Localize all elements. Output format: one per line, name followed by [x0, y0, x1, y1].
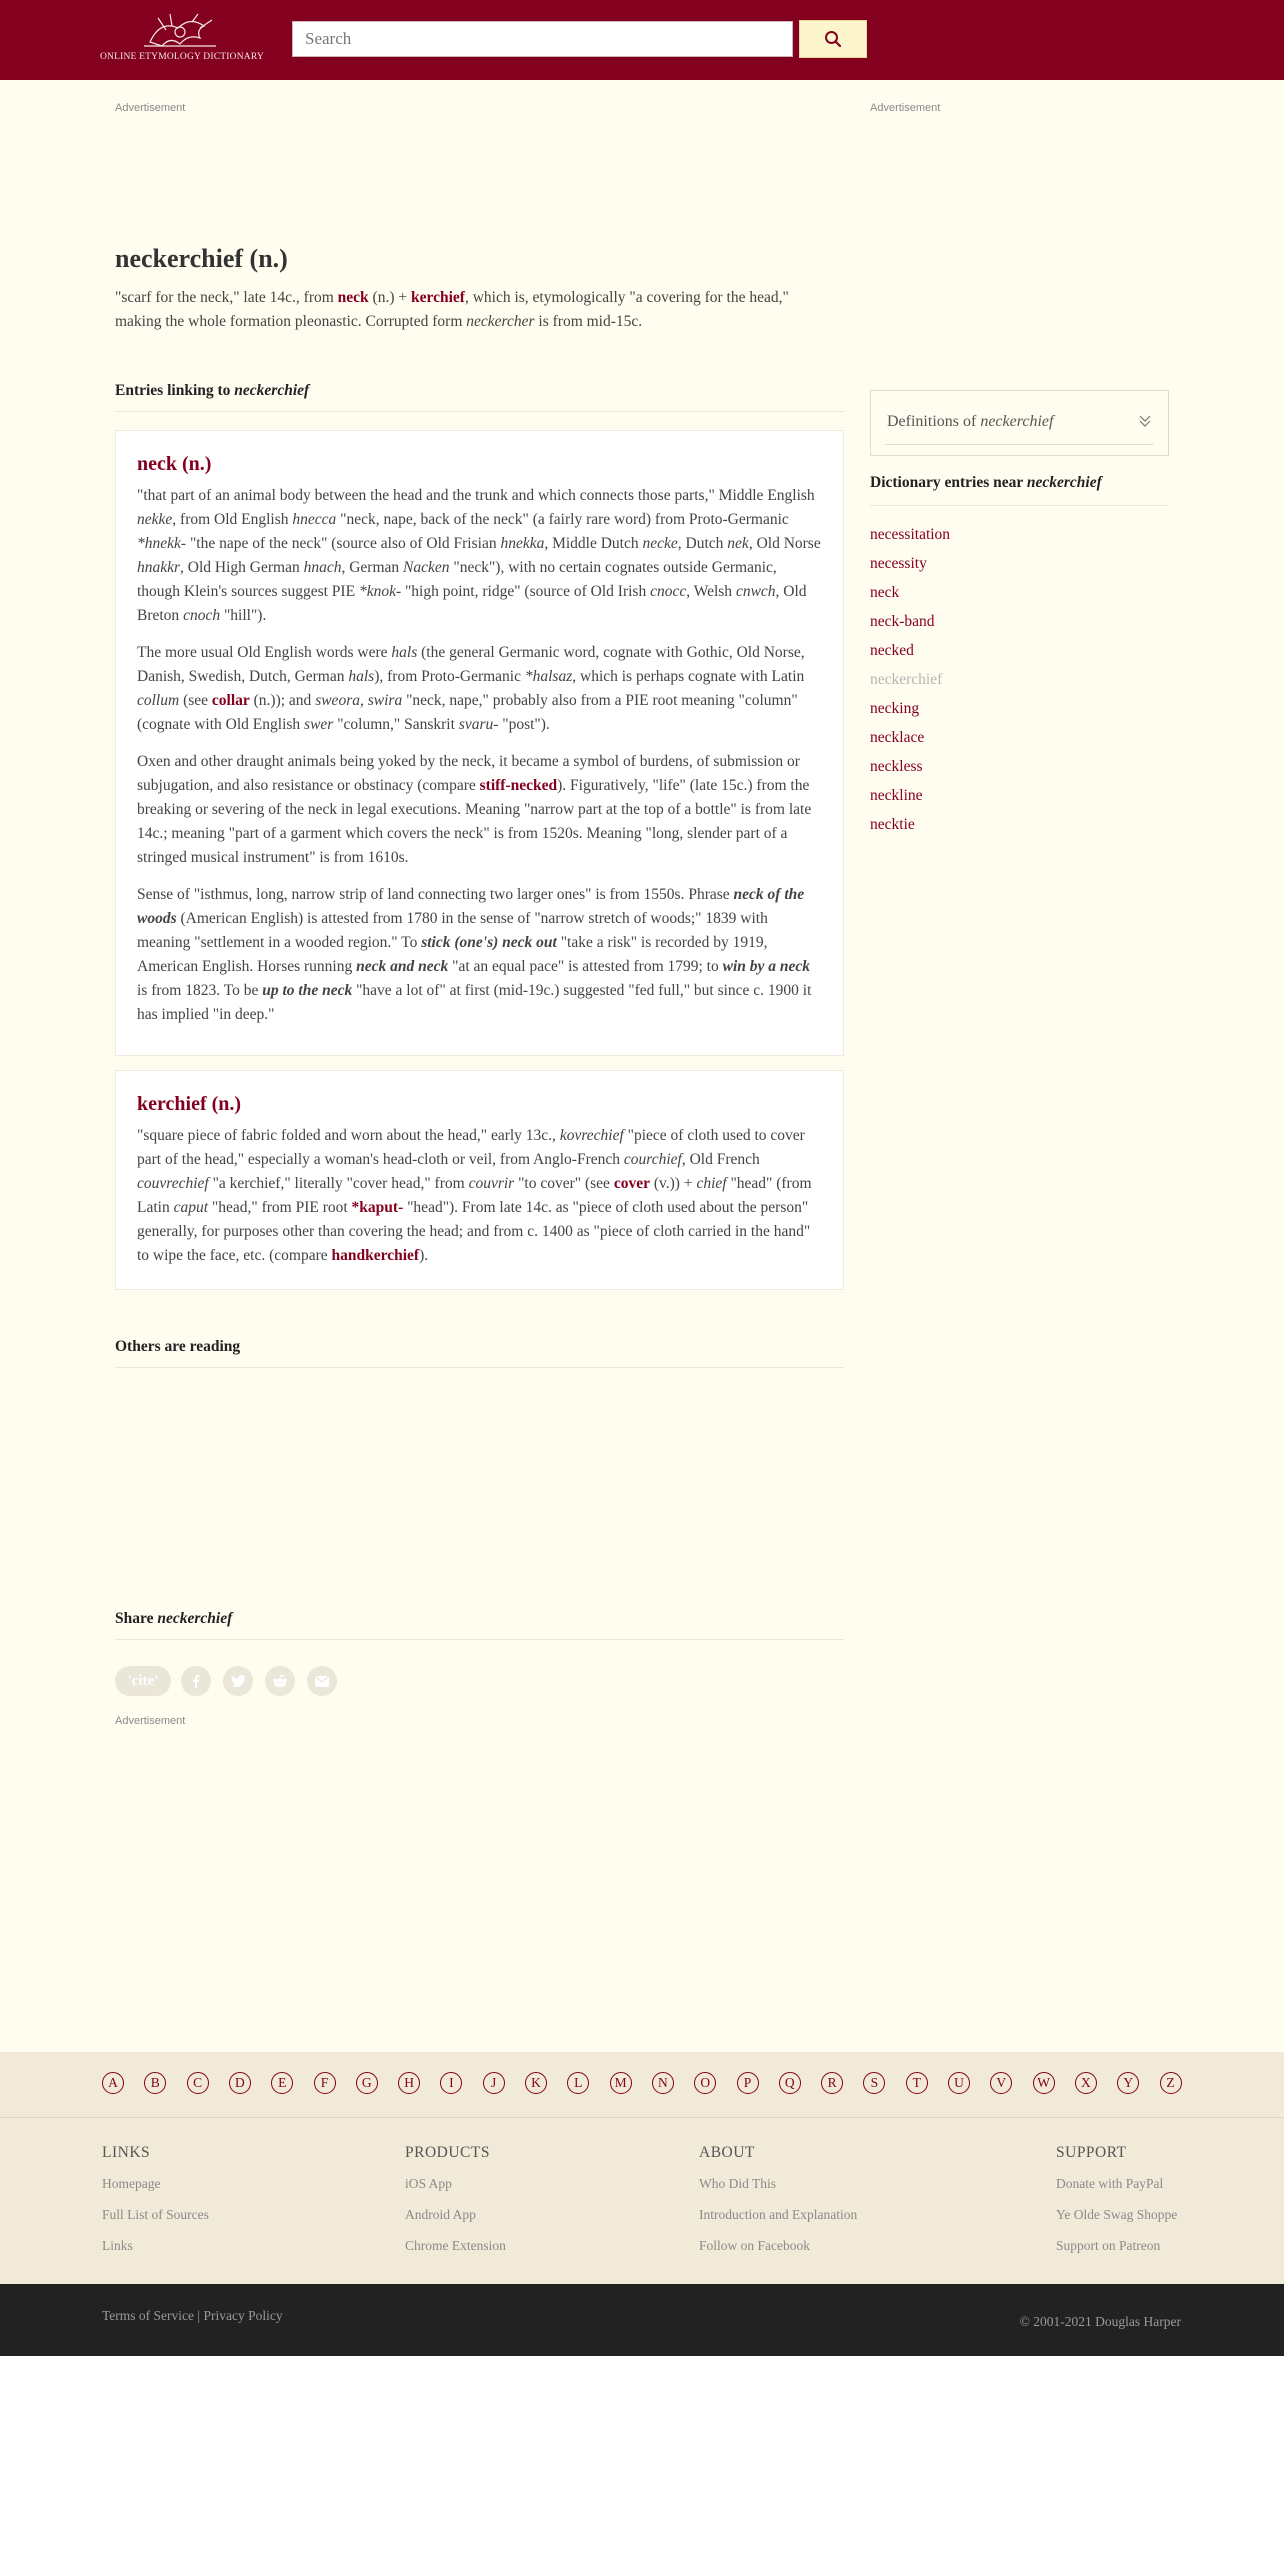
near-entry	[870, 613, 950, 642]
linked-entry-title[interactable]: neck (n.)	[137, 453, 212, 475]
text-run: "high point, ridge" (source of Old Irish	[401, 583, 651, 600]
word-form: couvrir	[468, 1175, 515, 1192]
word-form: hnach	[303, 559, 342, 576]
near-entry	[870, 584, 950, 613]
text-run: "have a lot of" at first (mid-19c.) suggested "fed full," but since c. 1900 it has implied "in deep."	[137, 982, 812, 1023]
text-run: (v.)) +	[649, 1175, 697, 1192]
alphabet-letter-e[interactable]: E	[271, 2072, 293, 2094]
page-body	[0, 80, 1284, 2052]
share-heading	[115, 1610, 232, 1628]
alphabet-letter-v[interactable]: V	[990, 2072, 1012, 2094]
text-run: , which is, etymologically "a covering for the head," making the whole formation pleonastic. Corrupted form	[115, 289, 789, 330]
near-entry	[870, 787, 950, 816]
text-run: , Old Norse	[748, 535, 821, 552]
text-run: (n.) +	[368, 289, 411, 306]
near-entry-link[interactable]: neck	[870, 584, 900, 601]
alphabet-letter-y[interactable]: Y	[1117, 2072, 1139, 2094]
word-form: svaru-	[458, 716, 499, 733]
entries-linking-heading	[115, 382, 309, 400]
text-run: , Welsh	[686, 583, 736, 600]
twitter-icon	[231, 1675, 246, 1688]
definitions-label	[887, 413, 1053, 431]
word-form: nekke	[137, 511, 173, 528]
alphabet-letter-s[interactable]: S	[863, 2072, 885, 2094]
footer-links	[0, 2118, 1284, 2284]
alphabet-letter-i[interactable]: I	[440, 2072, 462, 2094]
share-twitter-button[interactable]	[223, 1666, 253, 1696]
footer-column-support	[1056, 2144, 1177, 2268]
share-heading-word: neckerchief	[157, 1610, 233, 1627]
footer-column-heading: ABOUT	[699, 2144, 755, 2161]
cross-reference-link[interactable]: cover	[613, 1175, 650, 1192]
text-run: "a kerchief," literally "cover head," from	[208, 1175, 469, 1192]
near-entry-link[interactable]: neck-band	[870, 613, 935, 630]
privacy-link[interactable]: Privacy Policy	[203, 2308, 283, 2323]
near-heading-word: neckerchief	[1026, 474, 1102, 491]
phrase-emphasis: up to the neck	[262, 982, 353, 999]
linked-entry-card-neck	[115, 430, 844, 1056]
phrase-emphasis: stick (one's) neck out	[421, 934, 557, 951]
divider	[115, 1367, 844, 1368]
double-chevron-down-icon	[1138, 413, 1152, 429]
cross-reference-link[interactable]: neck	[337, 289, 369, 306]
divider	[870, 505, 1169, 506]
word-form: hals	[348, 668, 375, 685]
footer-link[interactable]: Full List of Sources	[102, 2207, 209, 2222]
word-form: *halsaz	[524, 668, 573, 685]
word-form: hnakkr	[137, 559, 181, 576]
word-form: sweora	[315, 692, 360, 709]
text-run: ).	[419, 1247, 429, 1264]
near-entry	[870, 526, 950, 555]
reddit-icon	[272, 1674, 288, 1688]
search-icon	[824, 30, 842, 48]
alphabet-letter-z[interactable]: Z	[1160, 2072, 1182, 2094]
cite-button[interactable]: 'cite'	[115, 1666, 171, 1696]
text-run: ), from Proto-Germanic	[374, 668, 525, 685]
word-form: Nacken	[403, 559, 450, 576]
text-run: "take a risk" is recorded by 1919, American English. Horses running	[137, 934, 768, 975]
entry-paragraph	[137, 484, 822, 628]
text-run: , which is perhaps cognate with Latin	[572, 668, 805, 685]
word-form: necke	[642, 535, 678, 552]
word-form: caput	[173, 1199, 209, 1216]
share-reddit-button[interactable]	[265, 1666, 295, 1696]
footer-column-heading: LINKS	[102, 2144, 151, 2161]
logo-emblem-icon	[100, 12, 258, 52]
near-entry-link[interactable]: necessity	[870, 555, 927, 572]
text-run: "neck, nape," probably also from a PIE root meaning "column" (cognate with Old English	[137, 692, 798, 733]
text-run: "to cover" (see	[514, 1175, 614, 1192]
text-run: "head," from PIE root	[208, 1199, 352, 1216]
footer-link[interactable]: iOS App	[405, 2176, 452, 2191]
footer-link[interactable]: Homepage	[102, 2176, 161, 2191]
near-entries-list	[870, 526, 950, 845]
word-form: kovrechief	[559, 1127, 624, 1144]
footer-link[interactable]: Support on Patreon	[1056, 2238, 1161, 2253]
alphabet-letter-a[interactable]: A	[102, 2072, 124, 2094]
text-run: , Dutch	[677, 535, 728, 552]
cross-reference-link[interactable]: kerchief	[411, 289, 465, 306]
near-entry-link[interactable]: necktie	[870, 816, 915, 833]
footer-column-heading: PRODUCTS	[405, 2144, 490, 2161]
text-run: "head" (from Latin	[137, 1175, 812, 1216]
footer-legal	[102, 2308, 283, 2324]
alphabet-letter-k[interactable]: K	[525, 2072, 547, 2094]
near-heading-prefix: Dictionary entries near	[870, 474, 1027, 491]
email-icon	[315, 1676, 329, 1687]
near-entries-heading	[870, 474, 1102, 492]
divider	[115, 1639, 844, 1640]
linked-entry-card-kerchief	[115, 1070, 844, 1290]
logo-text: ONLINE ETYMOLOGY DICTIONARY	[100, 52, 264, 62]
linked-entry-title[interactable]: kerchief (n.)	[137, 1093, 242, 1115]
text-run: "column," Sanskrit	[333, 716, 459, 733]
alphabet-letter-h[interactable]: H	[398, 2072, 420, 2094]
phrase-emphasis: neck and neck	[356, 958, 449, 975]
text-run: , Old French	[681, 1151, 760, 1168]
site-logo[interactable]	[100, 12, 264, 68]
definitions-prefix: Definitions of	[887, 413, 981, 430]
text-run: "that part of an animal body between the head and the trunk and which connects those parts," Middle English	[137, 487, 815, 504]
ad-label-bottom: Advertisement	[115, 1715, 186, 1727]
text-run: "piece of cloth used to cover part of the head," especially a woman's head-cloth or veil, from Anglo-French	[137, 1127, 805, 1168]
text-run: "neck"), with no certain cognates outside Germanic, though Klein's sources suggest PIE	[137, 559, 777, 600]
cross-reference-link[interactable]: stiff-necked	[479, 777, 558, 794]
near-entry	[870, 816, 950, 845]
word-form: *knok-	[358, 583, 402, 600]
near-entry	[870, 642, 950, 671]
footer-link[interactable]: Donate with PayPal	[1056, 2176, 1164, 2191]
footer-link[interactable]: Links	[102, 2238, 133, 2253]
near-entry-link[interactable]: necessitation	[870, 526, 951, 543]
share-facebook-button[interactable]	[181, 1666, 211, 1696]
text-run: , Old Breton	[137, 583, 807, 624]
site-footer	[0, 2284, 1284, 2356]
cross-reference-link[interactable]: handkerchief	[331, 1247, 420, 1264]
terms-link[interactable]: Terms of Service	[102, 2308, 195, 2323]
word-form: cnocc	[650, 583, 687, 600]
alphabet-letter-j[interactable]: J	[483, 2072, 505, 2094]
footer-link[interactable]: Ye Olde Swag Shoppe	[1056, 2207, 1178, 2222]
alphabet-letter-n[interactable]: N	[652, 2072, 674, 2094]
entry-paragraph	[137, 750, 822, 870]
text-run: "post").	[498, 716, 550, 733]
cross-reference-link[interactable]: *kaput-	[351, 1199, 404, 1216]
text-run: "head"). From late 14c. as "piece of cloth used about the person" generally, for purposes other than covering the head; and from c. 1400 as "piece of cloth carried in the hand" to wipe the face, etc. (compare	[137, 1199, 811, 1264]
alphabet-letter-u[interactable]: U	[948, 2072, 970, 2094]
footer-separator: |	[194, 2308, 204, 2323]
footer-link[interactable]: Introduction and Explanation	[699, 2207, 858, 2222]
footer-link[interactable]: Chrome Extension	[405, 2238, 506, 2253]
text-run: Oxen and other draught animals being yoked by the neck, it became a symbol of burdens, of submission or subjugation, and also resistance or obstinacy (compare	[137, 753, 800, 794]
text-run: (see	[179, 692, 212, 709]
alphabet-letter-t[interactable]: T	[906, 2072, 928, 2094]
word-form: collum	[137, 692, 180, 709]
word-form: cnoch	[183, 607, 221, 624]
word-form: hnecca	[292, 511, 337, 528]
word-form: hnekka	[500, 535, 545, 552]
alphabet-bar	[0, 2052, 1284, 2118]
alphabet-letter-d[interactable]: D	[229, 2072, 251, 2094]
word-form: swer	[304, 716, 334, 733]
word-form: *hnekk-	[137, 535, 187, 552]
text-run: , from Old English	[172, 511, 293, 528]
footer-link[interactable]: Follow on Facebook	[699, 2238, 810, 2253]
share-heading-prefix: Share	[115, 1610, 158, 1627]
word-form: swira	[367, 692, 403, 709]
word-form: hals	[391, 644, 418, 661]
near-entry	[870, 729, 950, 758]
search-input[interactable]	[292, 21, 793, 57]
text-run: , Middle Dutch	[544, 535, 643, 552]
near-entry	[870, 700, 950, 729]
text-run: "at an equal pace" is attested from 1799; to	[448, 958, 723, 975]
text-run: The more usual Old English words were	[137, 644, 392, 661]
footer-column-about	[699, 2144, 857, 2268]
divider	[885, 444, 1154, 445]
near-entry	[870, 671, 950, 700]
text-run: ). Figuratively, "life" (late 15c.) from the breaking or severing of the neck in legal executions. Meaning "narrow part at the top of a bottle" is from late 14c.; meaning "part of a garment which covers the neck" is from 1520s. Meaning "long, slender part of a stringed musical instrument" is from 1610s.	[137, 777, 812, 866]
alphabet-letter-g[interactable]: G	[356, 2072, 378, 2094]
word-form: courchief	[623, 1151, 682, 1168]
footer-column-products	[405, 2144, 506, 2268]
definitions-dropdown[interactable]	[870, 390, 1169, 456]
entry-definition	[115, 286, 815, 334]
text-run: ,	[359, 692, 368, 709]
near-entry-link[interactable]: necking	[870, 700, 920, 717]
alphabet-letter-x[interactable]: X	[1075, 2072, 1097, 2094]
others-reading-heading: Others are reading	[115, 1338, 241, 1355]
text-run: , Old High German	[180, 559, 304, 576]
ad-label-top: Advertisement	[115, 102, 186, 114]
near-entry	[870, 555, 950, 584]
near-entry-current-link[interactable]: neckerchief	[870, 671, 943, 688]
phrase-emphasis: win by a neck	[722, 958, 811, 975]
text-run: "neck, nape, back of the neck" (a fairly rare word) from Proto-Germanic	[336, 511, 789, 528]
footer-column-heading: SUPPORT	[1056, 2144, 1127, 2161]
site-header	[0, 0, 1284, 80]
alphabet-letter-f[interactable]: F	[314, 2072, 336, 2094]
entry-title: neckerchief (n.)	[115, 244, 288, 273]
alphabet-letter-m[interactable]: M	[610, 2072, 632, 2094]
alphabet-letter-r[interactable]: R	[821, 2072, 843, 2094]
text-run: "scarf for the neck," late 14c., from	[115, 289, 338, 306]
text-run: "hill").	[220, 607, 267, 624]
word-form: chief	[696, 1175, 727, 1192]
entries-linking-word: neckerchief	[234, 382, 310, 399]
alphabet-letter-b[interactable]: B	[144, 2072, 166, 2094]
phrase-emphasis: neck of the woods	[137, 886, 805, 927]
footer-link[interactable]: Who Did This	[699, 2176, 776, 2191]
near-entry	[870, 758, 950, 787]
alphabet-letter-l[interactable]: L	[567, 2072, 589, 2094]
word-form: cnwch	[735, 583, 776, 600]
text-run: is from mid-15c.	[534, 313, 643, 330]
text-run: "square piece of fabric folded and worn about the head," early 13c.,	[137, 1127, 560, 1144]
share-email-button[interactable]	[307, 1666, 337, 1696]
facebook-icon	[189, 1674, 203, 1688]
entry-paragraph	[137, 883, 822, 1027]
divider	[115, 411, 844, 412]
text-run: (American English) is attested from 1780 in the sense of "narrow stretch of woods;" 1839 with meaning "settlement in a wooded region." To	[137, 910, 768, 951]
text-run: (n.)); and	[249, 692, 316, 709]
text-run: , German	[341, 559, 404, 576]
search-button[interactable]	[799, 20, 867, 58]
footer-link[interactable]: Android App	[405, 2207, 476, 2222]
footer-column-links	[102, 2144, 209, 2268]
alphabet-letter-q[interactable]: Q	[779, 2072, 801, 2094]
word-form: couvrechief	[137, 1175, 209, 1192]
alphabet-letter-c[interactable]: C	[187, 2072, 209, 2094]
near-entry-link[interactable]: necked	[870, 642, 914, 659]
entries-linking-prefix: Entries linking to	[115, 382, 235, 399]
near-entry-link[interactable]: neckline	[870, 787, 923, 804]
entry-paragraph	[137, 1124, 822, 1268]
text-run: is from 1823. To be	[137, 982, 263, 999]
alphabet-letter-w[interactable]: W	[1033, 2072, 1055, 2094]
near-entry-link[interactable]: neckless	[870, 758, 923, 775]
alphabet-letter-p[interactable]: P	[737, 2072, 759, 2094]
alphabet-letter-o[interactable]: O	[694, 2072, 716, 2094]
text-run: (the general Germanic word, cognate with Gothic, Old Norse, Danish, Swedish, Dutch, German	[137, 644, 805, 685]
copyright: © 2001-2021 Douglas Harper	[1019, 2314, 1181, 2329]
text-run: Sense of "isthmus, long, narrow strip of land connecting two larger ones" is from 1550s. Phrase	[137, 886, 734, 903]
cross-reference-link[interactable]: collar	[211, 692, 250, 709]
near-entry-link[interactable]: necklace	[870, 729, 925, 746]
entry-paragraph	[137, 641, 822, 737]
definitions-word: neckerchief	[980, 413, 1054, 430]
word-form: nek	[727, 535, 749, 552]
ad-label-sidebar: Advertisement	[870, 102, 941, 114]
text-run: "the nape of the neck" (source also of Old Frisian	[186, 535, 501, 552]
word-form: neckercher	[466, 313, 535, 330]
